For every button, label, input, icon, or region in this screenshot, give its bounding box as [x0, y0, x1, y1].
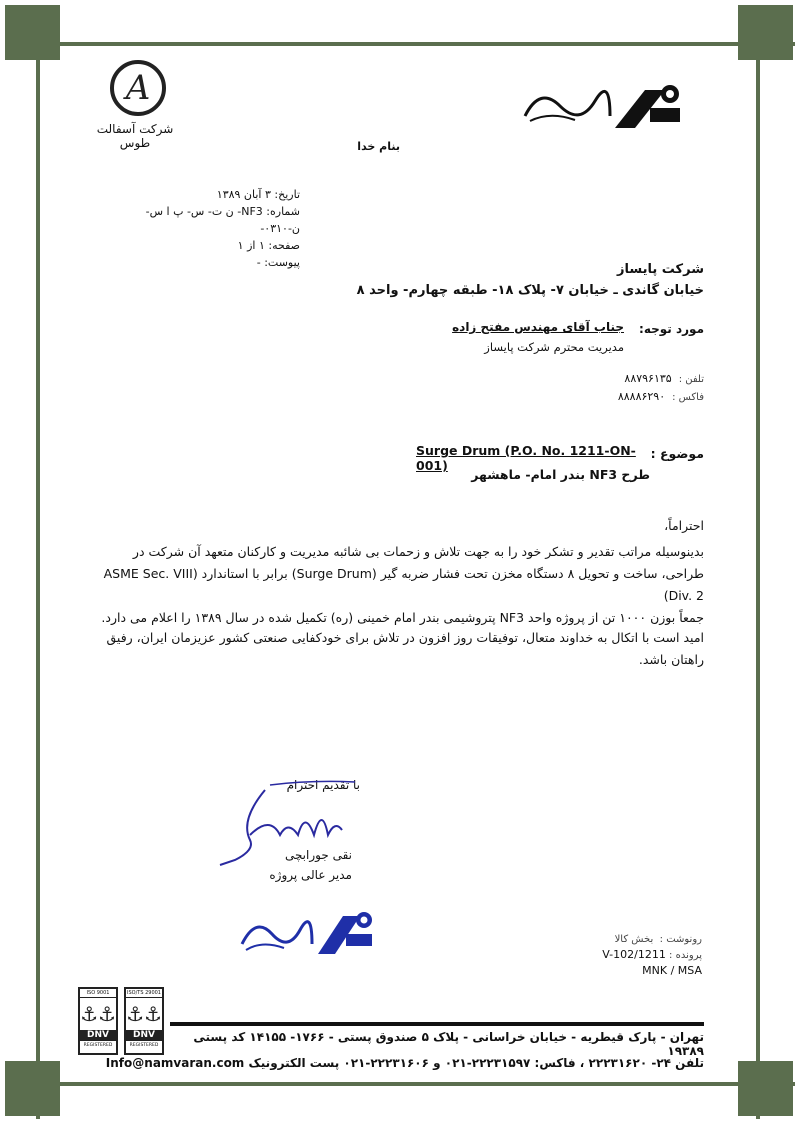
namvaran-logo-mark	[520, 76, 685, 132]
paragraph2-line: راهتان باشد.	[638, 652, 704, 667]
copy-label: رونوشت :	[659, 934, 702, 945]
brand-script-name	[520, 1, 521, 2]
attention-title: مدیریت محترم شرکت پایساز	[484, 340, 624, 354]
date-value: ۳ آبان ۱۳۸۹	[216, 188, 271, 201]
copy-row	[560, 932, 702, 947]
footer-address: تهران - پارک قیطریه - خیابان خراسانی - پلاک ۵ صندوق پستی - ۱۷۶۶- ۱۴۱۵۵ کد پستی ۱۹۳۸۹	[193, 1030, 704, 1058]
phone-row	[524, 370, 704, 388]
cc-block	[560, 932, 702, 979]
body-paragraph-2	[98, 627, 704, 671]
frame-corner-tr	[738, 5, 793, 60]
iso-9001-badge	[78, 987, 118, 1055]
attachment-row	[110, 254, 300, 271]
meta-block	[110, 186, 300, 271]
file-row	[560, 947, 702, 963]
subject-project: طرح NF3 بندر امام- ماهشهر	[471, 467, 650, 482]
namvaran-logo	[520, 76, 685, 132]
recipient-company: شرکت پایساز	[617, 262, 704, 277]
attention-name: جناب آقای مهندس مفتح زاده	[452, 320, 624, 334]
number-label: شماره:	[266, 205, 300, 218]
fax-row	[524, 388, 704, 406]
paragraph1-line: بدینوسیله مراتب تقدیر و تشکر خود را به جهت تلاش و زحمات بی شائبه مدیریت و کارکنان متعهد آن شرکت در	[132, 544, 704, 559]
signature-name: نقی جورابچی	[284, 848, 352, 862]
greeting: احتراماً،	[664, 518, 704, 533]
footer-phones: تلفن ۲۴- ۲۲۲۳۱۶۲۰ ، فاکس: ۲۲۲۳۱۵۹۷-۰۲۱ و ۲۲۲۳۱۶۰۶-۰۲۱ پست الکترونیک	[248, 1056, 704, 1070]
frame-top	[5, 42, 795, 46]
frame-right	[756, 5, 760, 1119]
cert-top-label: ISO 9001	[80, 989, 116, 998]
date-row	[110, 186, 300, 203]
frame-bottom	[5, 1082, 795, 1086]
cert-reg: REGISTERED	[83, 1043, 113, 1048]
anchor-icon: ⚓⚓	[80, 1002, 116, 1026]
anchor-icon: ⚓⚓	[126, 1002, 162, 1026]
left-company-name: شرکت آسفالت طوس	[96, 122, 174, 150]
company-stamp-logo	[238, 906, 378, 958]
page-label: صفحه:	[268, 239, 300, 252]
frame-corner-br	[738, 1061, 793, 1116]
page-row	[110, 237, 300, 254]
cert-name: DNV	[126, 1030, 162, 1041]
paragraph1-line: جمعاً بوزن ۱۰۰۰ تن از پروژه واحد NF3 پتروشیمی بندر امام خمینی (ره) تکمیل شده در سال ۱۳۸۹ را اعلام می دارد.	[101, 610, 704, 625]
footer-rule	[170, 1022, 704, 1026]
attention-label: مورد توجه:	[639, 322, 704, 336]
subject-label: موضوع :	[650, 446, 704, 461]
phone-value: ۸۸۷۹۶۱۳۵	[624, 372, 672, 385]
frame-left	[36, 5, 40, 1119]
file-label: پرونده :	[669, 950, 702, 961]
fax-label: فاکس :	[672, 392, 704, 403]
date-label: تاریخ:	[274, 188, 300, 201]
paragraph1-line: طراحی، ساخت و تحویل ۸ دستگاه مخزن تحت فشار ضربه گیر (Surge Drum) برابر با استاندارد (ASME Sec. VIII (Div. 2	[103, 566, 704, 603]
phone-label: تلفن :	[678, 374, 704, 385]
copy-value: بخش کالا	[614, 934, 654, 945]
paragraph2-line: امید است با اتکال به خداوند متعال، توفیقات روز افزون در تلاش برای خودکفایی صنعتی کشور عزیزمان ایران، رفیق	[106, 630, 704, 645]
initials-row	[560, 963, 702, 979]
iso-ts-29001-badge	[124, 987, 164, 1055]
invocation: بنام خدا	[357, 140, 400, 153]
initials: MNK / MSA	[642, 964, 702, 977]
frame-corner-tl	[5, 5, 60, 60]
contact-block	[524, 370, 704, 406]
page-value: ۱ از ۱	[237, 239, 265, 252]
attachment-value: -	[256, 256, 261, 269]
fax-value: ۸۸۸۸۶۲۹۰	[617, 390, 666, 403]
number-value: NF3- ن ت- س- پ ا س- ن-۰۳۱۰-	[145, 205, 300, 235]
footer-contact	[105, 1056, 704, 1070]
body-paragraph-1	[98, 541, 704, 629]
asphalt-toos-logo	[110, 60, 166, 116]
signature-title: مدیر عالی پروژه	[269, 868, 352, 882]
file-value: 1211/V-102	[602, 948, 666, 961]
recipient-address: خیابان گاندی ـ خیابان ۷- پلاک ۱۸- طبقه چهارم- واحد ۸	[356, 283, 704, 298]
cert-name: DNV	[80, 1030, 116, 1041]
footer-email[interactable]: Info@namvaran.com	[105, 1056, 245, 1070]
attachment-label: پیوست:	[264, 256, 300, 269]
signature-closing: با تقدیم احترام	[286, 778, 360, 792]
number-row	[110, 203, 300, 237]
logo-letter: A	[125, 68, 151, 108]
subject-title: Surge Drum (P.O. No. 1211-ON-001)	[416, 443, 636, 473]
cert-top-label: ISO/TS 29001	[127, 990, 161, 996]
frame-corner-bl	[5, 1061, 60, 1116]
cert-reg: REGISTERED	[129, 1043, 159, 1048]
